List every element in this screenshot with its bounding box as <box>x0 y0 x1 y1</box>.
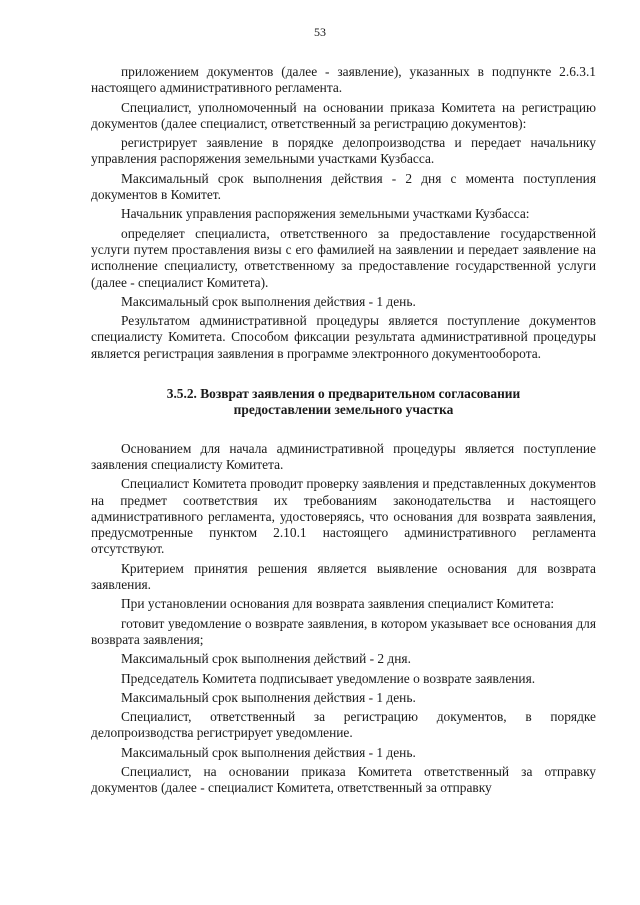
paragraph: Критерием принятия решения является выявление основания для возврата заявления. <box>91 560 596 593</box>
paragraph: готовит уведомление о возврате заявления, в котором указывает все основания для возврата заявления; <box>91 615 596 647</box>
paragraph: Специалист, на основании приказа Комитета ответственный за отправку документов (далее - специалист Комитета, ответственный за отправку <box>91 763 596 796</box>
paragraph: Начальник управления распоряжения земельными участками Кузбасса: <box>121 206 530 222</box>
section-heading-line-1: 3.5.2. Возврат заявления о предварительном согласовании <box>166 386 521 402</box>
paragraph: Председатель Комитета подписывает уведомление о возврате заявления. <box>121 670 536 686</box>
document-body <box>91 64 596 800</box>
paragraph: Специалист, ответственный за регистрацию документов, в порядке делопроизводства регистрирует уведомление. <box>91 709 596 741</box>
paragraph: Максимальный срок выполнения действия - 2 дня с момента поступления документов в Комитет. <box>91 170 596 203</box>
paragraph: Максимальный срок выполнения действия - 1 день. <box>121 689 416 705</box>
paragraph: Специалист, уполномоченный на основании приказа Комитета на регистрацию документов (далее специалист, ответственный за регистрацию документов): <box>91 99 596 131</box>
paragraph: Основанием для начала административной процедуры является поступление заявления специалисту Комитета. <box>91 440 596 472</box>
paragraph: регистрирует заявление в порядке делопроизводства и передает начальнику управления распоряжения земельными участками Кузбасса. <box>91 135 596 167</box>
paragraph: Максимальный срок выполнения действий - 2 дня. <box>121 651 411 667</box>
paragraph: Максимальный срок выполнения действия - 1 день. <box>121 293 416 309</box>
section-heading <box>91 386 596 419</box>
page-number: 53 <box>314 25 326 39</box>
paragraph: определяет специалиста, ответственного за предоставление государственной услуги путем проставления визы с его фамилией на заявлении и передает заявление на исполнение специалисту, ответственному за предоставление государственной услуги (далее - специалист Комитета). <box>91 225 596 290</box>
section-heading-line-2: предоставлении земельного участка <box>233 402 454 418</box>
paragraph: приложением документов (далее - заявление), указанных в подпункте 2.6.3.1 настоящего административного регламента. <box>91 64 596 96</box>
paragraph: Специалист Комитета проводит проверку заявления и представленных документов на предмет соответствия их требованиям законодательства и настоящего административного регламента, удостоверяясь, что основания для возврата заявления, предусмотренные пунктом 2.10.1 настоящего административного регламента отсутствуют. <box>91 476 596 557</box>
paragraph: Максимальный срок выполнения действия - 1 день. <box>121 744 416 760</box>
paragraph: При установлении основания для возврата заявления специалист Комитета: <box>121 596 555 612</box>
paragraph: Результатом административной процедуры является поступление документов специалисту Комитета. Способом фиксации результата административной процедуры является регистрация заявления в программе электронного документооборота. <box>91 313 596 361</box>
